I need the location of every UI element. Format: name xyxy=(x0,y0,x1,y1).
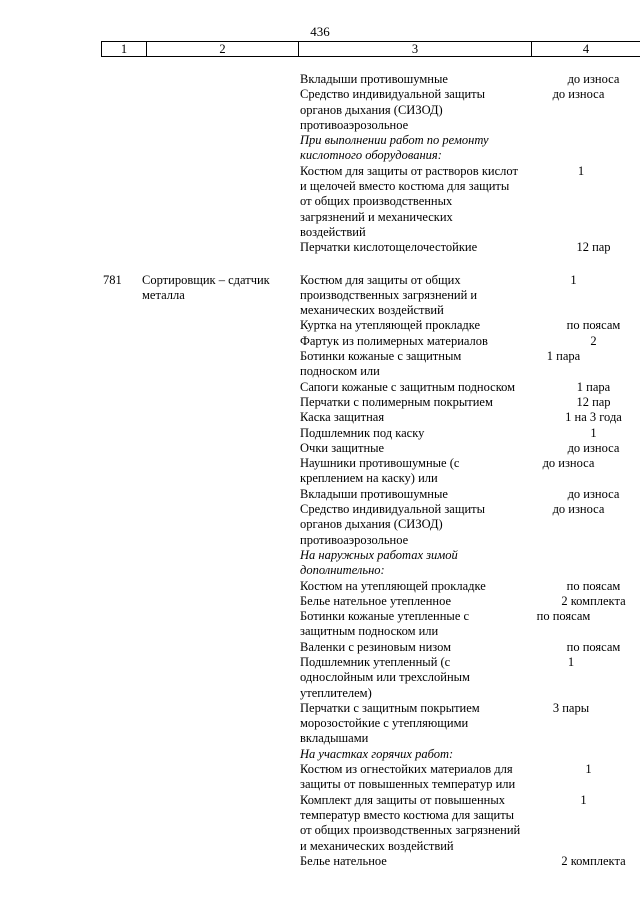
item-number xyxy=(0,655,111,701)
profession xyxy=(150,164,300,240)
profession xyxy=(150,594,300,609)
profession xyxy=(150,548,300,579)
table-row xyxy=(0,548,640,579)
table-row xyxy=(0,334,640,349)
ppe-norm: до износа xyxy=(567,486,620,501)
table-row xyxy=(0,380,640,395)
item-number xyxy=(0,87,111,133)
item-number xyxy=(0,349,111,380)
item-number xyxy=(0,380,111,395)
table-row xyxy=(0,456,640,487)
ppe-item: Вкладыши противошумные xyxy=(300,486,448,501)
header-col-2: 2 xyxy=(147,42,299,56)
ppe-norm: 12 пар xyxy=(576,240,611,255)
ppe-norm: 1 пара xyxy=(546,349,581,364)
table-row xyxy=(0,273,640,319)
section-subheading: На наружных работах зимой дополнительно: xyxy=(300,547,458,578)
ppe-item: Подшлемник утепленный (с однослойным или трехслойным утеплителем) xyxy=(300,654,470,700)
ppe-item: Перчатки с полимерным покрытием xyxy=(300,394,493,409)
ppe-item: Ботинки кожаные утепленные с защитным подноском или xyxy=(300,609,470,639)
ppe-norm xyxy=(515,133,640,164)
ppe-norm: 2 комплекта xyxy=(561,593,626,608)
item-number xyxy=(0,640,111,655)
profession xyxy=(150,487,300,502)
item-number xyxy=(0,701,111,747)
item-number xyxy=(0,334,111,349)
ppe-item: Перчатки кислотощелочестойкие xyxy=(300,240,478,255)
item-number xyxy=(0,456,111,487)
table-row xyxy=(0,579,640,594)
profession xyxy=(150,701,300,747)
table-row xyxy=(0,349,640,380)
profession xyxy=(150,380,300,395)
profession xyxy=(150,240,300,255)
item-number xyxy=(0,548,111,579)
item-number xyxy=(0,441,111,456)
table-row xyxy=(0,441,640,456)
header-col-4: 4 xyxy=(582,42,590,56)
ppe-item: Каска защитная xyxy=(300,410,385,425)
table-row xyxy=(0,640,640,655)
item-number xyxy=(0,395,111,410)
ppe-norm: по поясам xyxy=(566,578,621,593)
ppe-item: Фартук из полимерных материалов xyxy=(300,333,488,348)
item-number xyxy=(0,793,111,854)
item-number xyxy=(0,762,111,793)
profession xyxy=(150,747,300,762)
ppe-item: Сапоги кожаные с защитным подноском xyxy=(300,379,516,394)
ppe-item: Костюм на утепляющей прокладке xyxy=(300,578,486,593)
profession xyxy=(150,655,300,701)
ppe-item: Перчатки с защитным покрытием морозостойкие с утепляющими вкладышами xyxy=(300,700,480,746)
table-row xyxy=(0,502,640,548)
section-subheading: При выполнении работ по ремонту кислотного оборудования: xyxy=(300,133,489,163)
table-row xyxy=(0,655,640,701)
table-row xyxy=(0,240,640,255)
item-number xyxy=(0,72,111,87)
ppe-item: Подшлемник под каску xyxy=(300,425,425,440)
ppe-norm: 1 на 3 года xyxy=(565,410,622,425)
table-row xyxy=(0,854,640,869)
ppe-item: Средство индивидуальной защиты органов дыхания (СИЗОД) противоаэрозольное xyxy=(300,502,486,547)
ppe-item: Вкладыши противошумные xyxy=(300,72,448,86)
table-row xyxy=(0,87,640,133)
item-number xyxy=(0,426,111,441)
ppe-item: Комплект для защиты от повышенных температур вместо костюма для защиты от общих производственных загрязнений и механических воздействий xyxy=(300,792,521,853)
ppe-norm: 1 пара xyxy=(576,379,611,394)
ppe-norm: до износа xyxy=(542,456,595,471)
item-number xyxy=(0,133,111,164)
ppe-norm: 1 xyxy=(577,163,585,178)
ppe-norm: 1 xyxy=(585,762,592,777)
table-row xyxy=(0,72,640,87)
table-row xyxy=(0,395,640,410)
table-row xyxy=(0,594,640,609)
profession xyxy=(150,334,300,349)
item-number xyxy=(0,318,111,333)
ppe-norm xyxy=(490,548,640,579)
ppe-norm: по поясам xyxy=(566,318,621,333)
profession xyxy=(150,318,300,333)
ppe-norm: до износа xyxy=(567,440,620,455)
profession xyxy=(150,395,300,410)
ppe-norm: 12 пар xyxy=(576,394,611,409)
ppe-norm: до износа xyxy=(552,502,605,517)
table-row xyxy=(0,426,640,441)
item-number xyxy=(0,594,111,609)
profession xyxy=(150,793,300,854)
ppe-item: Белье нательное утепленное xyxy=(300,593,452,608)
ppe-norm: 1 xyxy=(570,272,577,287)
item-number xyxy=(0,609,111,640)
profession xyxy=(150,502,300,548)
ppe-item: Куртка на утепляющей прокладке xyxy=(300,318,481,333)
ppe-norm: по поясам xyxy=(566,639,621,654)
ppe-item: Костюм из огнестойких материалов для защиты от повышенных температур или xyxy=(300,762,516,792)
item-number xyxy=(0,854,111,869)
profession xyxy=(150,133,300,164)
table-row xyxy=(0,133,640,164)
table-row xyxy=(0,609,640,640)
item-number xyxy=(0,164,111,240)
table-row xyxy=(0,701,640,747)
profession xyxy=(150,854,300,869)
ppe-norm: по поясам xyxy=(536,609,591,624)
ppe-item: Костюм для защиты от общих производственных загрязнений и механических воздействий xyxy=(300,272,478,318)
page-number: 436 xyxy=(310,24,330,39)
profession xyxy=(150,762,300,793)
header-col-1: 1 xyxy=(102,42,147,56)
table-header xyxy=(101,41,640,57)
profession xyxy=(150,456,300,487)
ppe-norm: 1 xyxy=(567,654,575,669)
table-row xyxy=(0,164,640,240)
profession xyxy=(150,640,300,655)
ppe-norm: 1 xyxy=(580,792,587,807)
profession xyxy=(150,87,300,133)
section-subheading: На участках горячих работ: xyxy=(300,746,454,761)
table-row xyxy=(0,487,640,502)
row-gap xyxy=(0,256,640,273)
profession xyxy=(150,441,300,456)
profession xyxy=(150,609,300,640)
profession xyxy=(150,410,300,425)
table-row xyxy=(0,318,640,333)
ppe-norm: 2 комплекта xyxy=(561,853,626,868)
ppe-item: Ботинки кожаные с защитным подноском или xyxy=(300,349,462,379)
item-number xyxy=(0,502,111,548)
item-number xyxy=(0,747,111,762)
table-row xyxy=(0,747,640,762)
header-col-3: 3 xyxy=(299,42,532,56)
table-row xyxy=(0,762,640,793)
item-number xyxy=(0,240,111,255)
profession xyxy=(150,579,300,594)
ppe-norm: до износа xyxy=(552,87,605,102)
ppe-item: Валенки с резиновым низом xyxy=(300,639,452,654)
profession xyxy=(150,72,300,87)
item-number: 781 xyxy=(103,272,122,287)
ppe-norm: 3 пары xyxy=(552,700,590,715)
ppe-item: Белье нательное xyxy=(300,853,387,868)
ppe-norm: 1 xyxy=(590,425,597,440)
item-number xyxy=(0,410,111,425)
ppe-item: Очки защитные xyxy=(300,440,385,455)
profession xyxy=(150,349,300,380)
profession xyxy=(150,426,300,441)
ppe-item: Костюм для защиты от растворов кислот и щелочей вместо костюма для защиты от общих производственных загрязнений и механических воздействий xyxy=(300,163,518,239)
table-row xyxy=(0,410,640,425)
ppe-item: Средство индивидуальной защиты органов дыхания (СИЗОД) противоаэрозольное xyxy=(300,87,486,132)
ppe-norm xyxy=(545,747,640,762)
ppe-item: Наушники противошумные (с креплением на каску) или xyxy=(300,456,460,486)
item-number xyxy=(0,487,111,502)
ppe-norm: до износа xyxy=(567,72,620,86)
table-body xyxy=(0,72,640,869)
ppe-norm: 2 xyxy=(590,333,597,348)
item-number xyxy=(0,579,111,594)
table-row xyxy=(0,793,640,854)
profession: Сортировщик – сдатчик металла xyxy=(142,272,270,302)
